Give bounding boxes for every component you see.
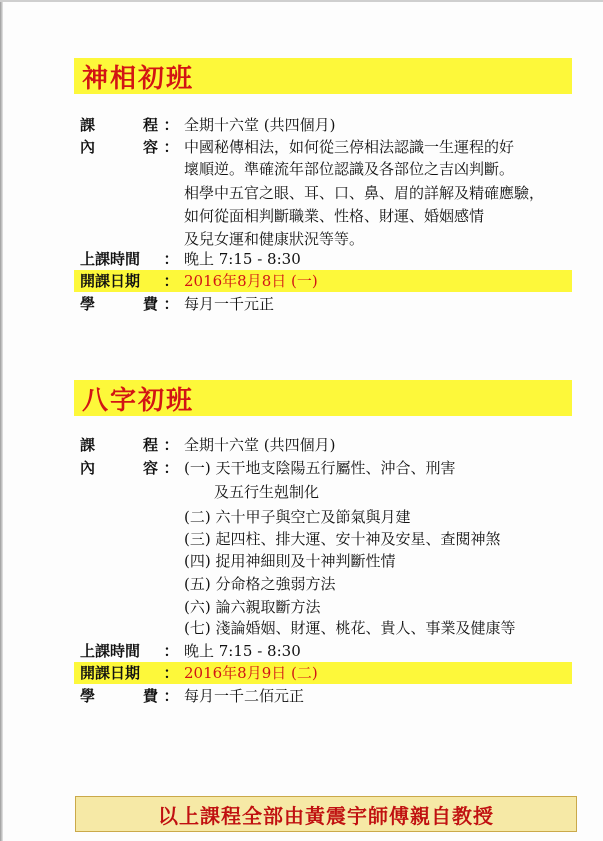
course1-title: 神相初班 bbox=[82, 63, 195, 94]
course2-start-label: 開課日期 bbox=[80, 664, 141, 682]
course2-fee-label: 學 費 bbox=[80, 687, 158, 705]
page-edge-shadow bbox=[0, 0, 3, 841]
course2-content-line: 及五行生剋制化 bbox=[214, 483, 320, 501]
course2-fee-value: 每月一千二佰元正 bbox=[184, 687, 305, 705]
course2-course-row: 課 程 ： 全期十六堂 (共四個月) bbox=[80, 436, 336, 454]
course1-course-value: 全期十六堂 (共四個月) bbox=[184, 116, 336, 134]
course2-content-line: (二) 六十甲子與空亡及節氣與月建 bbox=[184, 508, 411, 526]
course1-start-row: 開課日期 ： 2016年8月8日 (一) bbox=[80, 272, 318, 290]
course2-fee-row: 學 費 ： 每月一千二佰元正 bbox=[80, 687, 305, 705]
course2-content-line: (一) 天干地支陰陽五行屬性、沖合、刑害 bbox=[184, 459, 456, 477]
course2-content-line: (四) 捉用神細則及十神判斷性情 bbox=[184, 552, 396, 570]
page-top-edge bbox=[0, 0, 603, 2]
course2-course-value: 全期十六堂 (共四個月) bbox=[184, 436, 336, 454]
course1-content-line: 如何從面相判斷職業、性格、財運、婚姻感情 bbox=[184, 207, 485, 225]
course1-start-label: 開課日期 bbox=[80, 272, 141, 290]
course1-course-row: 課 程 ： 全期十六堂 (共四個月) bbox=[80, 116, 336, 134]
course2-time-value: 晚上 7:15 - 8:30 bbox=[184, 642, 301, 660]
course1-fee-row: 學 費 ： 每月一千元正 bbox=[80, 295, 275, 313]
course1-course-label: 課 程 bbox=[80, 116, 158, 134]
course1-content-line: 中國秘傳相法，如何從三停相法認識一生運程的好 bbox=[184, 138, 515, 156]
course1-content-label: 內 容 bbox=[80, 138, 158, 156]
course1-title-bar bbox=[74, 58, 572, 94]
course2-content-line: (七) 淺論婚姻、財運、桃花、貴人、事業及健康等 bbox=[184, 619, 516, 637]
course1-fee-value: 每月一千元正 bbox=[184, 295, 275, 313]
course2-content-line: (三) 起四柱、排大運、安十神及安星、查閱神煞 bbox=[184, 530, 501, 548]
course2-content-line: (六) 論六親取斷方法 bbox=[184, 598, 321, 616]
course1-content-row: 內 容 ： 中國秘傳相法，如何從三停相法認識一生運程的好 bbox=[80, 138, 515, 156]
course1-content-line: 及兒女運和健康狀況等等。 bbox=[184, 230, 365, 248]
course1-time-value: 晚上 7:15 - 8:30 bbox=[184, 250, 301, 268]
course2-course-label: 課 程 bbox=[80, 436, 158, 454]
course2-start-row: 開課日期 ： 2016年8月9日 (二) bbox=[80, 664, 318, 682]
course1-start-value: 2016年8月8日 (一) bbox=[184, 272, 318, 290]
footer-banner bbox=[75, 796, 577, 832]
course2-content-line: (五) 分命格之強弱方法 bbox=[184, 575, 336, 593]
course1-content-line: 壞順逆。準確流年部位認識及各部位之吉凶判斷。 bbox=[184, 160, 515, 178]
course1-content-line: 相學中五官之眼、耳、口、鼻、眉的詳解及精確應驗， bbox=[184, 184, 545, 202]
course1-time-row: 上課時間 ： 晚上 7:15 - 8:30 bbox=[80, 250, 301, 268]
course2-content-row: 內 容 ： (一) 天干地支陰陽五行屬性、沖合、刑害 bbox=[80, 459, 456, 477]
course1-time-label: 上課時間 bbox=[80, 250, 141, 268]
course2-title-bar bbox=[74, 380, 572, 416]
course1-fee-label: 學 費 bbox=[80, 295, 158, 313]
course2-start-value: 2016年8月9日 (二) bbox=[184, 664, 318, 682]
course2-time-row: 上課時間 ： 晚上 7:15 - 8:30 bbox=[80, 642, 301, 660]
course2-content-label: 內 容 bbox=[80, 459, 158, 477]
course2-time-label: 上課時間 bbox=[80, 642, 141, 660]
footer-text: 以上課程全部由黃震宇師傅親自教授 bbox=[158, 803, 494, 828]
course2-title: 八字初班 bbox=[82, 385, 195, 416]
